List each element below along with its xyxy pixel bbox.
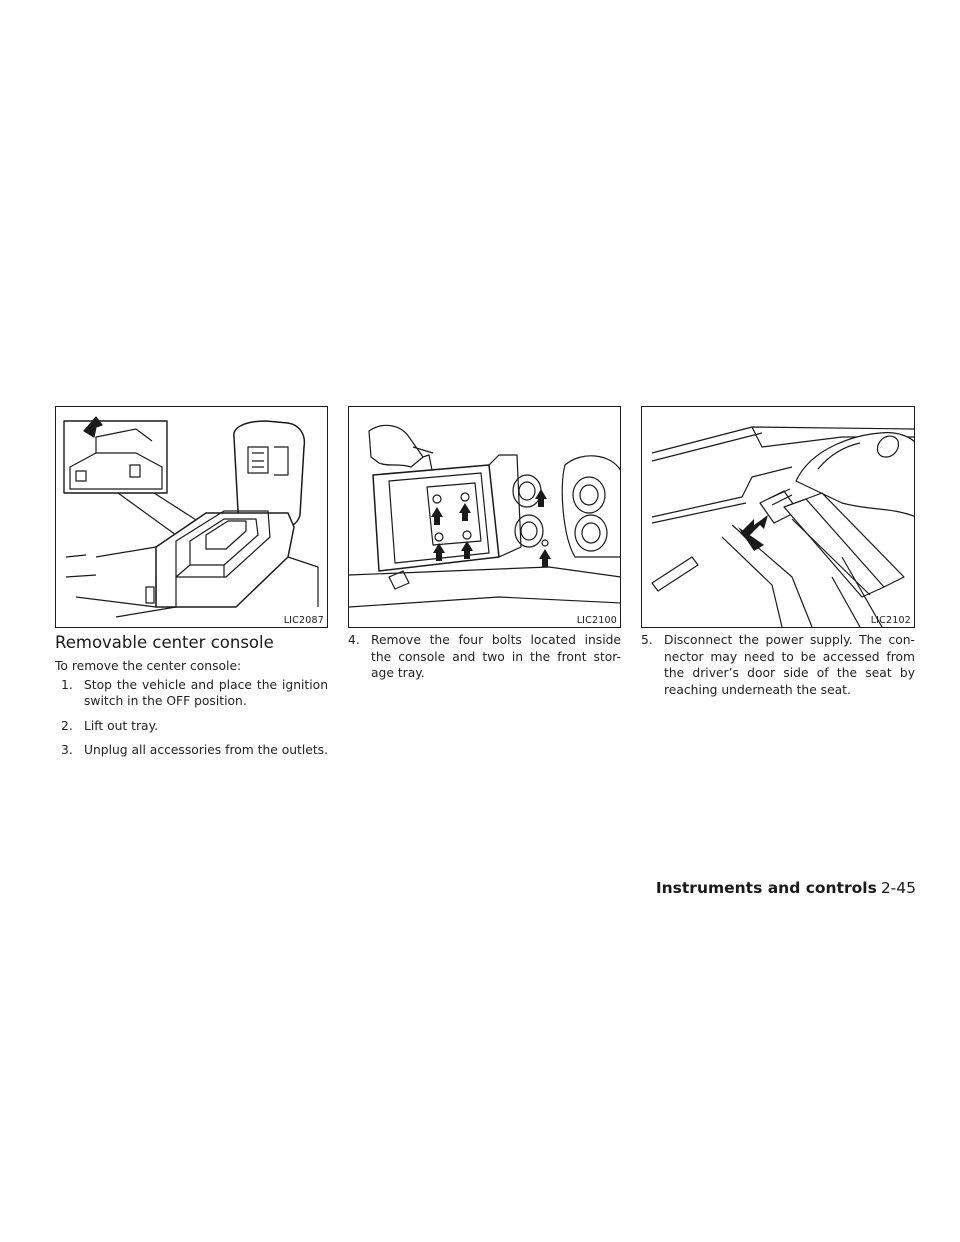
figure-code: LIC2100 [576, 615, 617, 626]
figure-code: LIC2102 [870, 615, 911, 626]
intro-text: To remove the center console: [55, 659, 242, 673]
figure-console-tray [55, 406, 328, 628]
step-number: 2. [61, 718, 73, 733]
text-column-2 [348, 632, 621, 690]
step-2 [55, 718, 328, 735]
console-tray-illustration [56, 407, 328, 628]
text-column-3 [641, 632, 915, 706]
step-3 [55, 742, 328, 759]
step-number: 5. [641, 633, 653, 647]
step-4 [348, 632, 621, 682]
step-number: 3. [61, 743, 73, 758]
page-number: 2-45 [880, 879, 916, 897]
step-text: Remove the four bolts located inside the console and two in the front stor-age tray. [371, 633, 621, 681]
step-text: Disconnect the power supply. The con-nector may need to be accessed from the driver’s door side of the seat by reaching underneath the seat. [664, 633, 915, 697]
figure-power-connector [641, 406, 915, 628]
footer-section-name: Instruments and controls [655, 879, 877, 897]
step-5 [641, 632, 915, 698]
power-connector-illustration [642, 407, 915, 628]
section-title: Removable center console [55, 633, 274, 652]
figure-code: LIC2087 [283, 615, 324, 626]
step-number: 1. [61, 677, 73, 692]
step-1 [55, 677, 328, 710]
figure-console-bolts [348, 406, 621, 628]
text-column-1 [55, 632, 328, 767]
console-bolts-illustration [349, 407, 621, 628]
step-text: Stop the vehicle and place the ignition switch in the OFF position. [84, 677, 328, 709]
page-footer [656, 879, 916, 897]
step-text: Lift out tray. [84, 718, 159, 733]
step-text: Unplug all accessories from the outlets. [84, 743, 328, 758]
step-number: 4. [348, 633, 360, 647]
